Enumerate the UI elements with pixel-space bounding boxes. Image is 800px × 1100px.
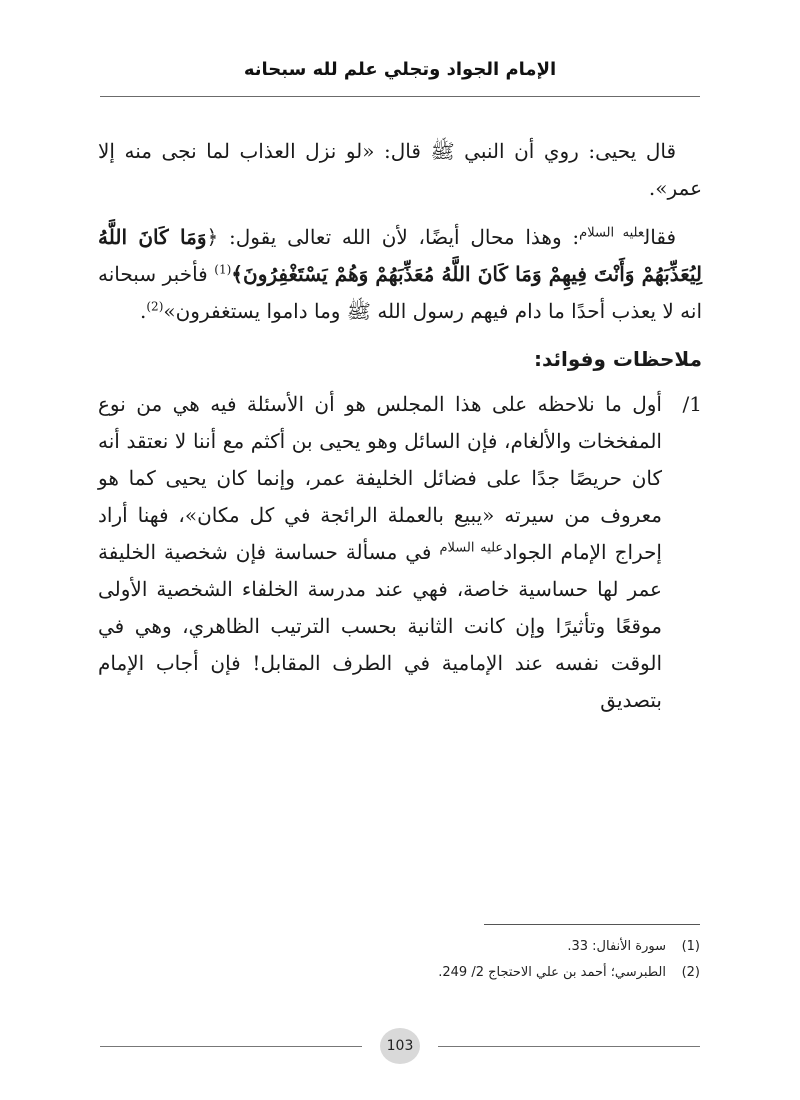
numbered-item-1 (98, 386, 702, 719)
honorific-mark: عليه السلام (439, 540, 504, 556)
item-text-b: في مسألة حساسة فإن شخصية الخليفة عمر لها حساسية خاصة، فهي عند مدرسة الخلفاء الشخصية الأولى موقعًا وتأثيرًا وإن كانت الثانية بحسب الترتيب الظاهري، وهي في الوقت نفسه عند الإمامية في الطرف المقابل! فإن أجاب الإمام بتصديق (98, 540, 662, 712)
page-footer (100, 1028, 700, 1064)
main-text (98, 133, 702, 719)
footnote-number: (2) (681, 965, 700, 980)
reply-rest: فأخبر سبحانه انه لا يعذب أحدًا ما دام فيهم رسول الله ﷺ وما داموا يستغفرون» (98, 262, 702, 323)
reply-intro: فقال (644, 225, 677, 249)
honorific-mark: عليه السلام (579, 225, 645, 241)
reply-end: . (140, 299, 147, 323)
footnote-text: سورة الأنفال: 33. (567, 939, 666, 954)
item-text-a: أول ما نلاحظه على هذا المجلس هو أن الأسئلة فيه هي من نوع المفخخات والألغام، فإن السائل وهو يحيى بن أكثم مع أننا لا نعتقد أنه كان حريصًا جدًا على فضائل الخليفة عمر، وإنما كان يحيى كما هو معروف من سيرته «يبيع بالعملة الرائجة في كل مكان»، فهنا أراد إحراج الإمام الجواد (98, 392, 662, 564)
footnote-ref-2: (2) (146, 299, 164, 314)
paragraph-imam-reply (98, 219, 702, 330)
page-number-badge: 103 (380, 1028, 420, 1064)
footnote-2 (140, 960, 700, 986)
footnote-text: الطبرسي؛ أحمد بن علي الاحتجاج 2/ 249. (438, 965, 666, 980)
item-number: 1/ (682, 392, 702, 416)
footnote-number: (1) (681, 939, 700, 954)
footnote-1 (140, 934, 700, 960)
reply-lead: : وهذا محال أيضًا، لأن الله تعالى يقول: ﴿ (206, 225, 580, 249)
section-heading: ملاحظات وفوائد: (533, 347, 702, 371)
footnotes (140, 934, 700, 986)
footer-rule-left (100, 1046, 362, 1047)
footnote-ref-1: (1) (214, 262, 232, 277)
quran-verse-close: ﴾ (231, 262, 244, 286)
header-rule (100, 96, 700, 97)
footnote-rule (484, 924, 700, 925)
quran-verse: وَمَا كَانَ اللَّهُ لِيُعَذِّبَهُمْ وَأَنْتَ فِيهِمْ وَمَا كَانَ اللَّهُ مُعَذِّبَهُمْ وَهُمْ يَسْتَغْفِرُونَ (98, 225, 702, 286)
footer-rule-right (438, 1046, 700, 1047)
paragraph-yahya-narration: قال يحيى: روي أن النبي ﷺ قال: «لو نزل العذاب لما نجى منه إلا عمر». (98, 139, 702, 200)
running-header: الإمام الجواد وتجلي علم لله سبحانه (243, 59, 557, 80)
